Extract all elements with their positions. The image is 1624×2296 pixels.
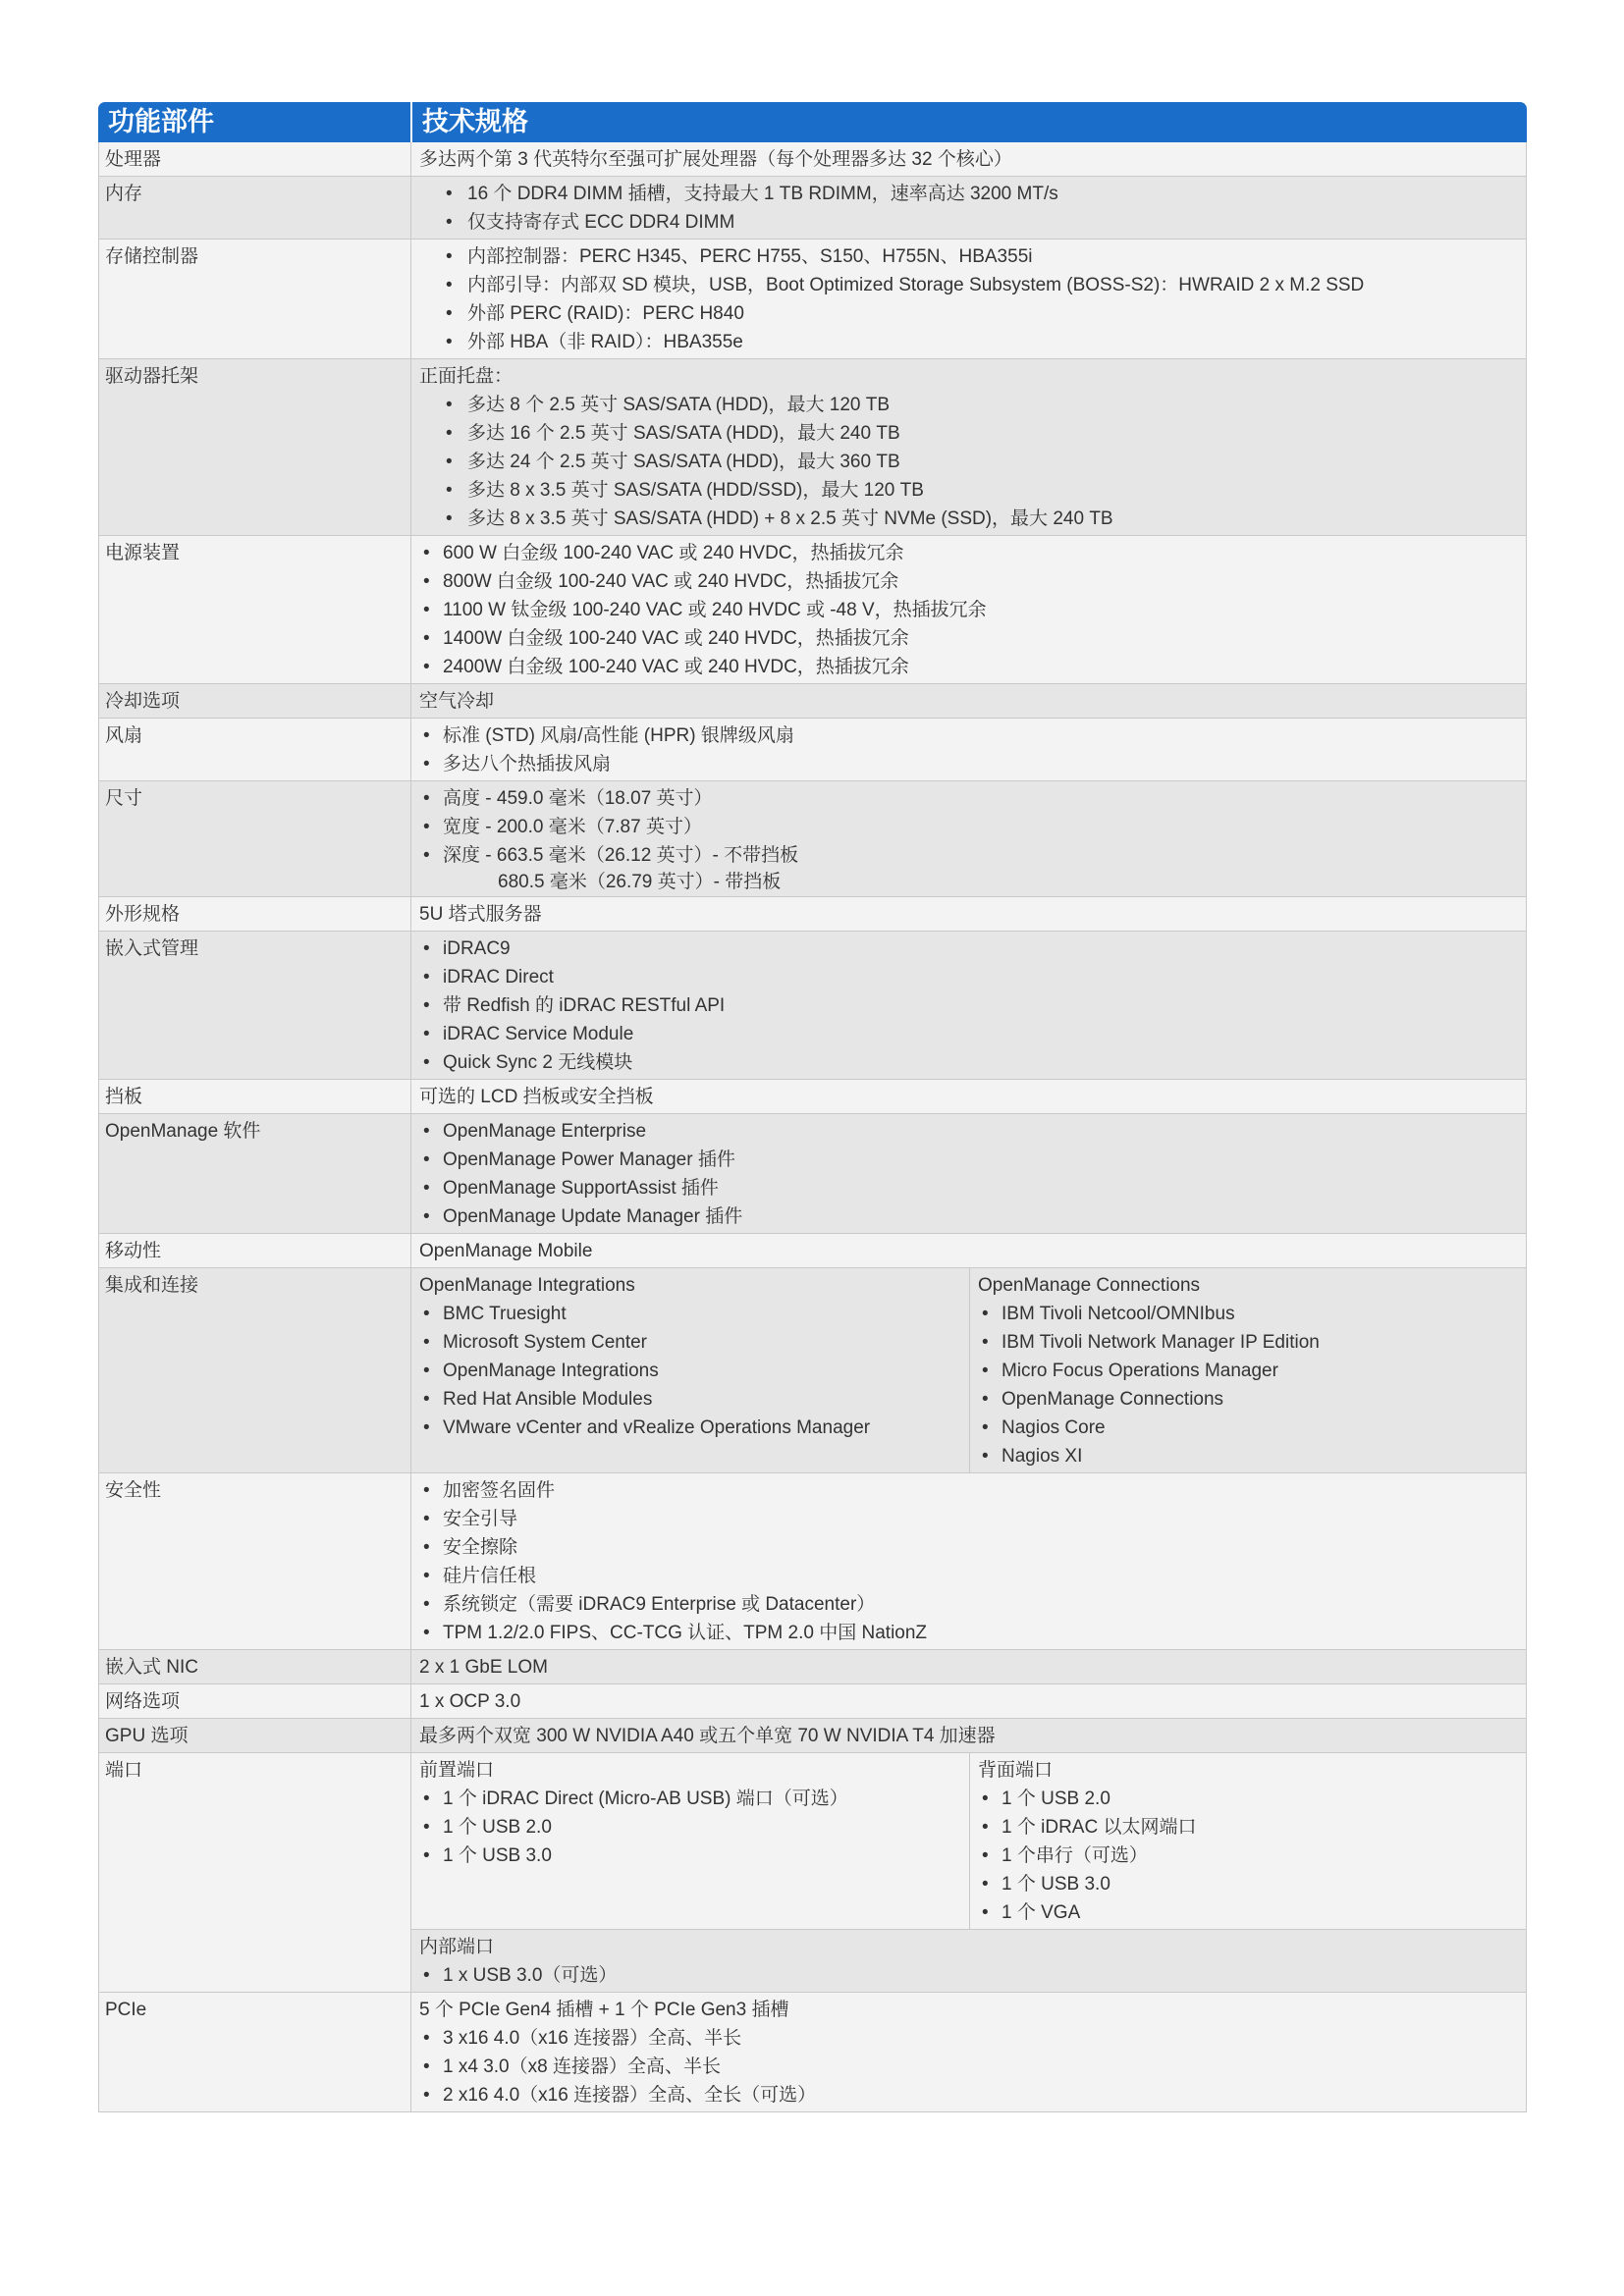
spec-intro: 5 个 PCIe Gen4 插槽 + 1 个 PCIe Gen3 插槽 <box>419 2000 789 2020</box>
spec-row-dimensions <box>98 781 1527 897</box>
table-header <box>98 102 1527 142</box>
list-item: • Nagios XI <box>978 1442 1518 1470</box>
list-item: • 1400W 白金级 100-240 VAC 或 240 HVDC，热插拔冗余 <box>419 624 1518 653</box>
list-item: • 2 x16 4.0（x16 连接器）全高、全长（可选） <box>419 2081 1518 2109</box>
list-item: • 仅支持寄存式 ECC DDR4 DIMM <box>419 208 1518 237</box>
spec-row-gpu-options <box>98 1719 1527 1753</box>
list-item: • TPM 1.2/2.0 FIPS、CC-TCG 认证、TPM 2.0 中国 NationZ <box>419 1619 1518 1647</box>
spec-list <box>419 391 1518 533</box>
spec-cell <box>410 932 1526 1079</box>
spec-row-security <box>98 1473 1527 1650</box>
spec-row-integrations <box>98 1268 1527 1473</box>
spec-list <box>419 2024 1518 2109</box>
list-item: • Red Hat Ansible Modules <box>419 1385 961 1414</box>
spec-text: 5U 塔式服务器 <box>410 897 1526 931</box>
list-item: • Quick Sync 2 无线模块 <box>419 1048 1518 1077</box>
spec-row-memory <box>98 177 1527 240</box>
list-item: • 安全擦除 <box>419 1533 1518 1562</box>
spec-text: 多达两个第 3 代英特尔至强可扩展处理器（每个处理器多达 32 个核心） <box>410 142 1526 176</box>
list-item: • 多达 24 个 2.5 英寸 SAS/SATA (HDD)，最大 360 TB <box>419 448 1518 476</box>
spec-text: 1 x OCP 3.0 <box>410 1684 1526 1718</box>
list-item: • OpenManage Power Manager 插件 <box>419 1146 1518 1174</box>
column-heading: 前置端口 <box>419 1760 495 1781</box>
spec-list <box>419 1300 961 1442</box>
row-label: 集成和连接 <box>105 1275 199 1296</box>
list-item: • 多达八个热插拔风扇 <box>419 750 1518 778</box>
list-item: • 多达 16 个 2.5 英寸 SAS/SATA (HDD)，最大 240 TB <box>419 419 1518 448</box>
list-item: • iDRAC Service Module <box>419 1020 1518 1048</box>
spec-list <box>419 180 1518 237</box>
spec-list <box>419 1117 1518 1231</box>
row-label: OpenManage 软件 <box>105 1121 261 1142</box>
spec-table <box>98 102 1527 2112</box>
spec-text: 可选的 LCD 挡板或安全挡板 <box>410 1080 1526 1113</box>
spec-row-bezel <box>98 1080 1527 1114</box>
spec-intro: 正面托盘： <box>419 366 514 387</box>
list-item: • IBM Tivoli Netcool/OMNIbus <box>978 1300 1518 1328</box>
spec-cell <box>410 781 1526 896</box>
header-feature: 功能部件 <box>108 107 214 136</box>
list-item-continuation: 680.5 毫米（26.79 英寸）- 带挡板 <box>498 872 782 892</box>
column-heading: OpenManage Connections <box>978 1275 1201 1296</box>
list-item: • 1 个 USB 2.0 <box>978 1785 1518 1813</box>
spec-list <box>978 1300 1518 1470</box>
list-item: • 1 个 iDRAC Direct (Micro-AB USB) 端口（可选） <box>419 1785 961 1813</box>
list-item: • 800W 白金级 100-240 VAC 或 240 HVDC，热插拔冗余 <box>419 567 1518 596</box>
row-label: 处理器 <box>105 149 162 170</box>
spec-cell <box>410 719 1526 780</box>
list-item: • 1 个 VGA <box>978 1898 1518 1927</box>
list-item: • VMware vCenter and vRealize Operations Manager <box>419 1414 961 1442</box>
list-item: • 外部 PERC (RAID)：PERC H840 <box>419 299 1518 328</box>
row-label: 网络选项 <box>105 1691 181 1712</box>
spec-text: 2 x 1 GbE LOM <box>410 1650 1526 1683</box>
list-item: • 1 个 USB 3.0 <box>419 1842 961 1870</box>
spec-row-openmanage-software <box>98 1114 1527 1234</box>
spec-cell <box>410 536 1526 683</box>
list-item: • 1 个 USB 2.0 <box>419 1813 961 1842</box>
spec-cell <box>410 1268 1526 1472</box>
spec-text: 最多两个双宽 300 W NVIDIA A40 或五个单宽 70 W NVIDIA T4 加速器 <box>410 1719 1526 1752</box>
list-item: • 标准 (STD) 风扇/高性能 (HPR) 银牌级风扇 <box>419 721 1518 750</box>
list-item: • OpenManage SupportAssist 插件 <box>419 1174 1518 1202</box>
list-item: • 600 W 白金级 100-240 VAC 或 240 HVDC，热插拔冗余 <box>419 539 1518 567</box>
list-item: • OpenManage Integrations <box>419 1357 961 1385</box>
list-item: • 系统锁定（需要 iDRAC9 Enterprise 或 Datacenter） <box>419 1590 1518 1619</box>
spec-list <box>978 1785 1518 1927</box>
list-item: • OpenManage Connections <box>978 1385 1518 1414</box>
spec-list <box>419 934 1518 1077</box>
list-item: • Micro Focus Operations Manager <box>978 1357 1518 1385</box>
spec-cell <box>410 240 1526 358</box>
list-item: • OpenManage Update Manager 插件 <box>419 1202 1518 1231</box>
spec-list <box>419 1785 961 1870</box>
list-item: • 硅片信任根 <box>419 1562 1518 1590</box>
spec-row-embedded-nic <box>98 1650 1527 1684</box>
list-item: • 高度 - 459.0 毫米（18.07 英寸） <box>419 784 1518 813</box>
spec-cell <box>410 1993 1526 2111</box>
spec-list <box>419 1961 1518 1990</box>
list-item: • 2400W 白金级 100-240 VAC 或 240 HVDC，热插拔冗余 <box>419 653 1518 681</box>
list-item: • BMC Truesight <box>419 1300 961 1328</box>
row-label: 尺寸 <box>105 788 143 809</box>
row-label: 电源装置 <box>105 543 181 563</box>
spec-row-form-factor <box>98 897 1527 932</box>
spec-row-drive-bays <box>98 359 1527 536</box>
connections-column <box>969 1268 1526 1472</box>
column-heading: OpenManage Integrations <box>419 1275 635 1296</box>
list-item: • 16 个 DDR4 DIMM 插槽，支持最大 1 TB RDIMM，速率高达 3200 MT/s <box>419 180 1518 208</box>
list-item: • 带 Redfish 的 iDRAC RESTful API <box>419 991 1518 1020</box>
spec-row-cooling <box>98 684 1527 719</box>
list-item: • iDRAC9 <box>419 934 1518 963</box>
row-label: 挡板 <box>105 1087 143 1107</box>
row-label: 驱动器托架 <box>105 366 199 387</box>
spec-split <box>411 1268 1526 1472</box>
row-label: 外形规格 <box>105 904 181 925</box>
list-item: • 3 x16 4.0（x16 连接器）全高、半长 <box>419 2024 1518 2053</box>
header-spec: 技术规格 <box>410 102 1527 142</box>
list-item: • 1100 W 钛金级 100-240 VAC 或 240 HVDC 或 -48 V，热插拔冗余 <box>419 596 1518 624</box>
list-item: • Nagios Core <box>978 1414 1518 1442</box>
row-label: 端口 <box>105 1760 143 1781</box>
spec-row-ports <box>98 1753 1527 1993</box>
row-label: 内存 <box>105 184 143 204</box>
list-item: • 内部引导：内部双 SD 模块，USB，Boot Optimized Storage Subsystem (BOSS-S2)：HWRAID 2 x M.2 SSD <box>419 271 1518 299</box>
list-item: • IBM Tivoli Network Manager IP Edition <box>978 1328 1518 1357</box>
list-item: • 安全引导 <box>419 1505 1518 1533</box>
spec-row-power-supplies <box>98 536 1527 684</box>
spec-row-network-options <box>98 1684 1527 1719</box>
spec-cell <box>410 1473 1526 1649</box>
list-item: • 1 个串行（可选） <box>978 1842 1518 1870</box>
list-item: • 1 x USB 3.0（可选） <box>419 1961 1518 1990</box>
row-label: 存储控制器 <box>105 246 199 267</box>
list-item: • 1 个 iDRAC 以太网端口 <box>978 1813 1518 1842</box>
list-item: • 多达 8 x 3.5 英寸 SAS/SATA (HDD) + 8 x 2.5 英寸 NVMe (SSD)，最大 240 TB <box>419 505 1518 533</box>
row-label: 嵌入式 NIC <box>105 1657 199 1678</box>
list-item: • 多达 8 个 2.5 英寸 SAS/SATA (HDD)，最大 120 TB <box>419 391 1518 419</box>
list-item: • 多达 8 x 3.5 英寸 SAS/SATA (HDD/SSD)，最大 120 TB <box>419 476 1518 505</box>
list-item: • 加密签名固件 <box>419 1476 1518 1505</box>
column-heading: 背面端口 <box>978 1760 1054 1781</box>
spec-cell <box>410 359 1526 535</box>
row-label: PCIe <box>105 2000 147 2020</box>
row-label: 嵌入式管理 <box>105 938 199 959</box>
row-label: 移动性 <box>105 1241 162 1261</box>
spec-row-mobility <box>98 1234 1527 1268</box>
list-item: • 深度 - 663.5 毫米（26.12 英寸）- 不带挡板 <box>419 841 1518 870</box>
spec-text: OpenManage Mobile <box>410 1234 1526 1267</box>
spec-text: 空气冷却 <box>410 684 1526 718</box>
row-label: 风扇 <box>105 725 143 746</box>
internal-ports-block <box>411 1929 1526 1992</box>
spec-cell <box>410 177 1526 239</box>
spec-cell <box>410 1753 1526 1992</box>
row-label: 安全性 <box>105 1480 162 1501</box>
list-item: • OpenManage Enterprise <box>419 1117 1518 1146</box>
integrations-column <box>411 1268 969 1472</box>
list-item: • 宽度 - 200.0 毫米（7.87 英寸） <box>419 813 1518 841</box>
list-item: • 内部控制器：PERC H345、PERC H755、S150、H755N、HBA355i <box>419 242 1518 271</box>
row-label: 冷却选项 <box>105 691 181 712</box>
spec-row-embedded-management <box>98 932 1527 1080</box>
list-item: • 1 个 USB 3.0 <box>978 1870 1518 1898</box>
front-ports-column <box>411 1753 969 1929</box>
spec-cell <box>410 1114 1526 1233</box>
spec-list <box>419 784 1518 870</box>
spec-list <box>419 721 1518 778</box>
row-label: GPU 选项 <box>105 1726 189 1746</box>
spec-row-processor <box>98 142 1527 177</box>
list-item: • 外部 HBA（非 RAID）：HBA355e <box>419 328 1518 356</box>
rear-ports-column <box>969 1753 1526 1929</box>
list-item: • iDRAC Direct <box>419 963 1518 991</box>
spec-split <box>411 1753 1526 1929</box>
spec-list <box>419 539 1518 681</box>
column-heading: 内部端口 <box>419 1937 495 1957</box>
spec-list <box>419 242 1518 356</box>
spec-row-pcie <box>98 1993 1527 2112</box>
spec-list <box>419 1476 1518 1647</box>
list-item: • Microsoft System Center <box>419 1328 961 1357</box>
spec-row-storage-controllers <box>98 240 1527 359</box>
spec-row-fans <box>98 719 1527 781</box>
list-item: • 1 x4 3.0（x8 连接器）全高、半长 <box>419 2053 1518 2081</box>
